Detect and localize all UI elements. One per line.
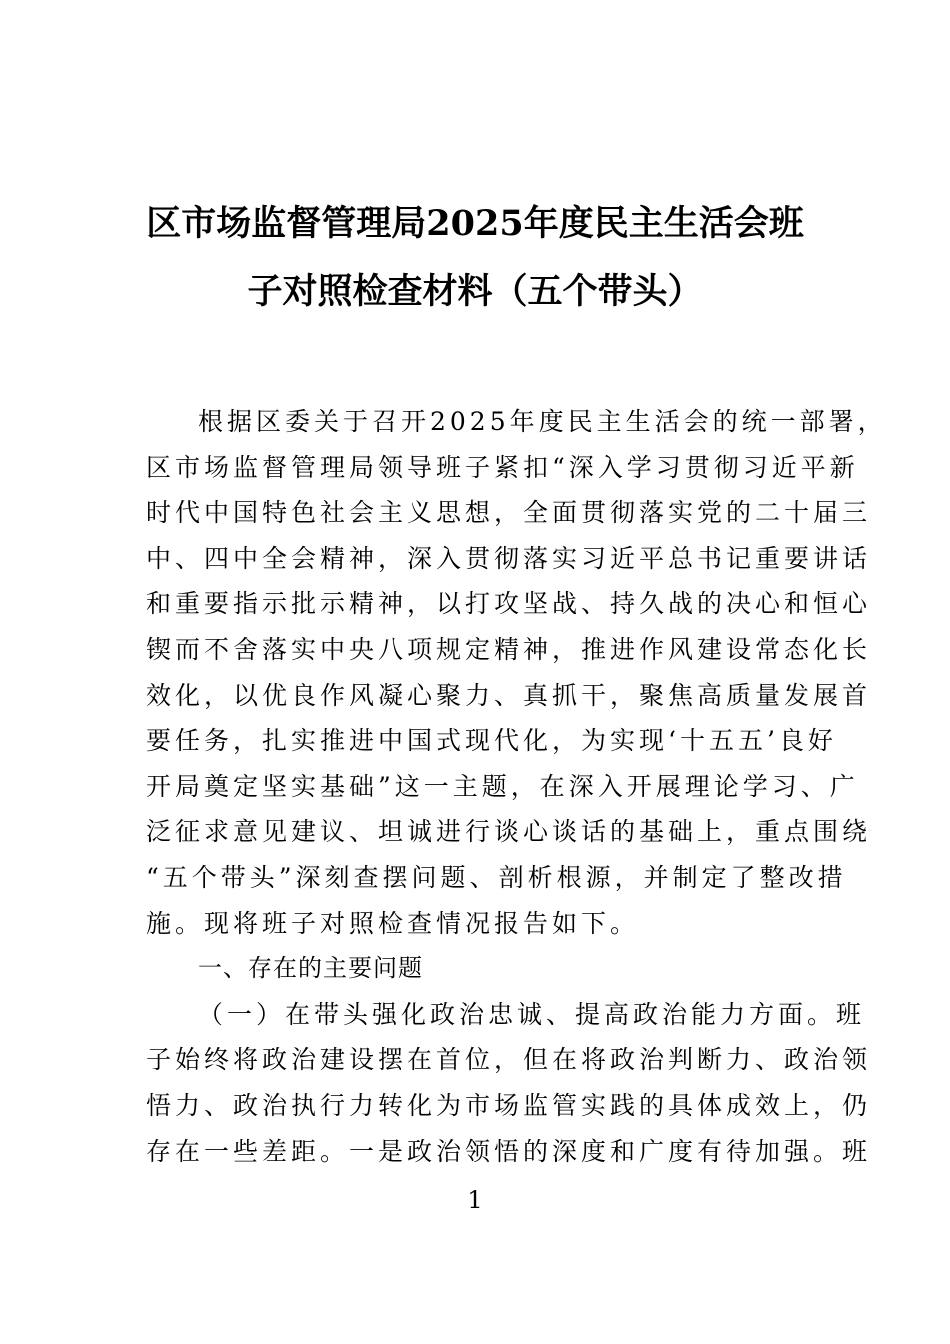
paragraph-1-line: 中、四中全会精神，深入贯彻落实习近平总书记重要讲话 bbox=[146, 543, 872, 573]
paragraph-2-line: 子始终将政治建设摆在首位，但在将政治判断力、政治领 bbox=[146, 1045, 872, 1075]
paragraph-1-line: “五个带头”深刻查摆问题、剖析根源，并制定了整改措 bbox=[146, 862, 847, 892]
document-body bbox=[146, 399, 887, 1174]
paragraph-2-line: （一）在带头强化政治忠诚、提高政治能力方面。班 bbox=[198, 999, 866, 1029]
paragraph-1-line: 开局奠定坚实基础”这一主题，在深入开展理论学习、广 bbox=[146, 771, 859, 801]
paragraph-1-line: 锲而不舍落实中央八项规定精神，推进作风建设常态化长 bbox=[146, 634, 872, 664]
page-number: 1 bbox=[467, 1186, 483, 1214]
paragraph-1-line: 施。现将班子对照检查情况报告如下。 bbox=[146, 908, 640, 938]
paragraph-2-line: 存在一些差距。一是政治领悟的深度和广度有待加强。班 bbox=[146, 1136, 872, 1166]
paragraph-2-line: 悟力、政治执行力转化为市场监管实践的具体成效上，仍 bbox=[146, 1090, 872, 1120]
paragraph-1-line: 时代中国特色社会主义思想，全面贯彻落实党的二十届三 bbox=[146, 498, 872, 528]
paragraph-1-line: 和重要指示批示精神，以打攻坚战、持久战的决心和恒心 bbox=[146, 589, 872, 619]
section-1-heading: 一、存在的主要问题 bbox=[198, 954, 423, 983]
paragraph-1-line: 效化，以优良作风凝心聚力、真抓干，聚焦高质量发展首 bbox=[146, 680, 872, 710]
paragraph-1-line: 泛征求意见建议、坦诚进行谈心谈话的基础上，重点围绕 bbox=[146, 817, 872, 847]
document-title-line-1: 区市场监督管理局2025年度民主生活会班 bbox=[146, 203, 804, 244]
paragraph-1-line: 要任务，扎实推进中国式现代化，为实现‘十五五’良好 bbox=[146, 726, 837, 756]
paragraph-1-line: 区市场监督管理局领导班子紧扣“深入学习贯彻习近平新 bbox=[146, 452, 859, 482]
paragraph-1-line: 根据区委关于召开2025年度民主生活会的统一部署， bbox=[198, 407, 887, 436]
document-title-line-2: 子对照检查材料（五个带头） bbox=[247, 271, 703, 312]
